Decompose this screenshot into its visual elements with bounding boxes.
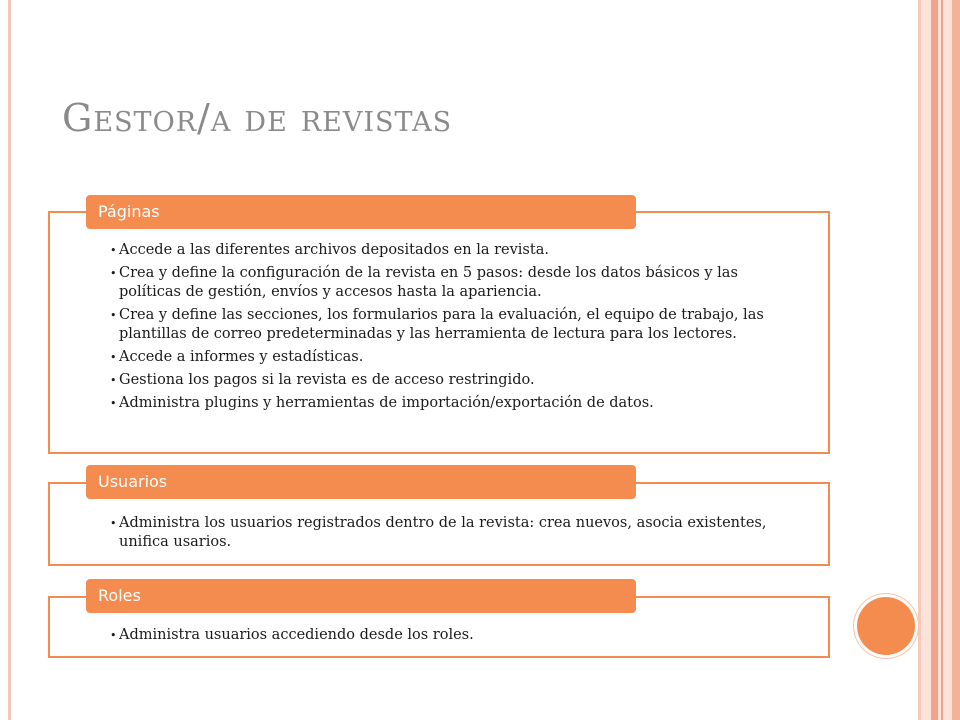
- section-paginas-list: [110, 241, 800, 417]
- list-item: • Administra los usuarios registrados dentro de la revista: crea nuevos, asocia existentes, unifica usarios.: [110, 514, 770, 552]
- section-roles-list: [110, 626, 810, 649]
- section-paginas-label: Páginas: [86, 195, 636, 229]
- list-item: • Administra plugins y herramientas de importación/exportación de datos.: [110, 394, 800, 413]
- decorative-circle: [857, 597, 915, 655]
- section-roles-label: Roles: [86, 579, 636, 613]
- list-item: • Accede a las diferentes archivos depositados en la revista.: [110, 241, 800, 260]
- section-usuarios-label: Usuarios: [86, 465, 636, 499]
- left-border: [8, 0, 11, 720]
- list-item: • Crea y define las secciones, los formularios para la evaluación, el equipo de trabajo, las plantillas de correo predeterminadas y las herramienta de lectura para los lectores.: [110, 306, 800, 344]
- list-item: • Administra usuarios accediendo desde los roles.: [110, 626, 810, 645]
- right-decorative-stripes: [918, 0, 960, 720]
- list-item: • Crea y define la configuración de la revista en 5 pasos: desde los datos básicos y las políticas de gestión, envíos y accesos hasta la apariencia.: [110, 264, 800, 302]
- section-usuarios-list: [110, 514, 770, 556]
- list-item: • Gestiona los pagos si la revista es de acceso restringido.: [110, 371, 800, 390]
- list-item: • Accede a informes y estadísticas.: [110, 348, 800, 367]
- slide-title: Gestor/a de revistas: [62, 96, 453, 140]
